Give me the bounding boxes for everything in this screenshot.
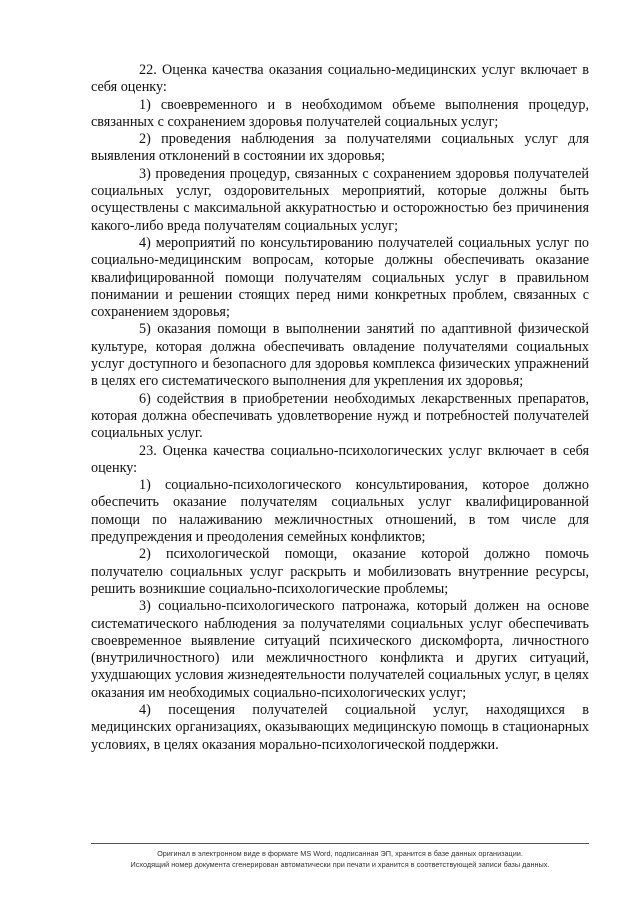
paragraph-22-item-4: 4) мероприятий по консультированию получателей социальных услуг по социально-медицинским вопросам, которые должны обеспечивать оказание квалифицированной помощи получателям социальных услуг в правильном понимании и решении стоящих перед ними конкретных проблем, связанных с сохранением здоровья;	[91, 234, 589, 321]
footer-divider	[91, 843, 589, 844]
paragraph-22-item-3: 3) проведения процедур, связанных с сохранением здоровья получателей социальных услуг, оздоровительных мероприятий, которые должны быть осуществлены с максимальной аккуратностью и осторожностью без причинения какого-либо вреда получателям социальных услуг;	[91, 165, 589, 234]
footer-line-number: Исходящий номер документа сгенерирован автоматически при печати и хранится в соответствующей записи базы данных.	[130, 860, 550, 869]
paragraph-22-item-6: 6) содействия в приобретении необходимых лекарственных препаратов, которая должна обеспечивать удовлетворение нужд и потребностей получателей социальных услуг.	[91, 390, 589, 442]
footer-line-original: Оригинал в электронном виде в формате MS Word, подписанная ЭП, хранится в базе данных организации.	[157, 849, 523, 858]
document-body	[91, 62, 589, 754]
paragraph-23-item-1: 1) социально-психологического консультирования, которое должно обеспечить оказание получателям социальных услуг квалифицированной помощи по налаживанию межличностных отношений, в том числе для предупреждения и преодоления семейных конфликтов;	[91, 477, 589, 546]
paragraph-23-item-4: 4) посещения получателей социальной услуг, находящихся в медицинских организациях, оказывающих медицинскую помощь в стационарных условиях, в целях оказания морально-психологической поддержки.	[91, 701, 589, 753]
paragraph-23-item-2: 2) психологической помощи, оказание которой должно помочь получателю социальных услуг раскрыть и мобилизовать внутренние ресурсы, решить возникшие социально-психологические проблемы;	[91, 546, 589, 597]
document-footer	[60, 848, 620, 870]
paragraph-23-intro: 23. Оценка качества социально-психологических услуг включает в себя оценку:	[91, 442, 589, 476]
paragraph-23-item-3: 3) социально-психологического патронажа, который должен на основе систематического наблюдения за получателями социальных услуг обеспечивать своевременное выявление ситуаций психического дискомфорта, личностного (внутриличностного) или межличностного конфликта и других ситуаций, ухудшающих условия жизнедеятельности получателей социальных услуг, в целях оказания им необходимых социально-психологических услуг;	[91, 598, 589, 701]
paragraph-22-intro: 22. Оценка качества оказания социально-медицинских услуг включает в себя оценку:	[91, 62, 589, 96]
paragraph-22-item-2: 2) проведения наблюдения за получателями социальных услуг для выявления отклонений в состоянии их здоровья;	[91, 131, 589, 165]
paragraph-22-item-1: 1) своевременного и в необходимом объеме выполнения процедур, связанных с сохранением здоровья получателей социальных услуг;	[91, 96, 589, 130]
paragraph-22-item-5: 5) оказания помощи в выполнении занятий по адаптивной физической культуре, которая должна обеспечивать овладение получателями социальных услуг доступного и безопасного для здоровья комплекса физических упражнений в целях его систематического выполнения для укрепления их здоровья;	[91, 321, 589, 390]
